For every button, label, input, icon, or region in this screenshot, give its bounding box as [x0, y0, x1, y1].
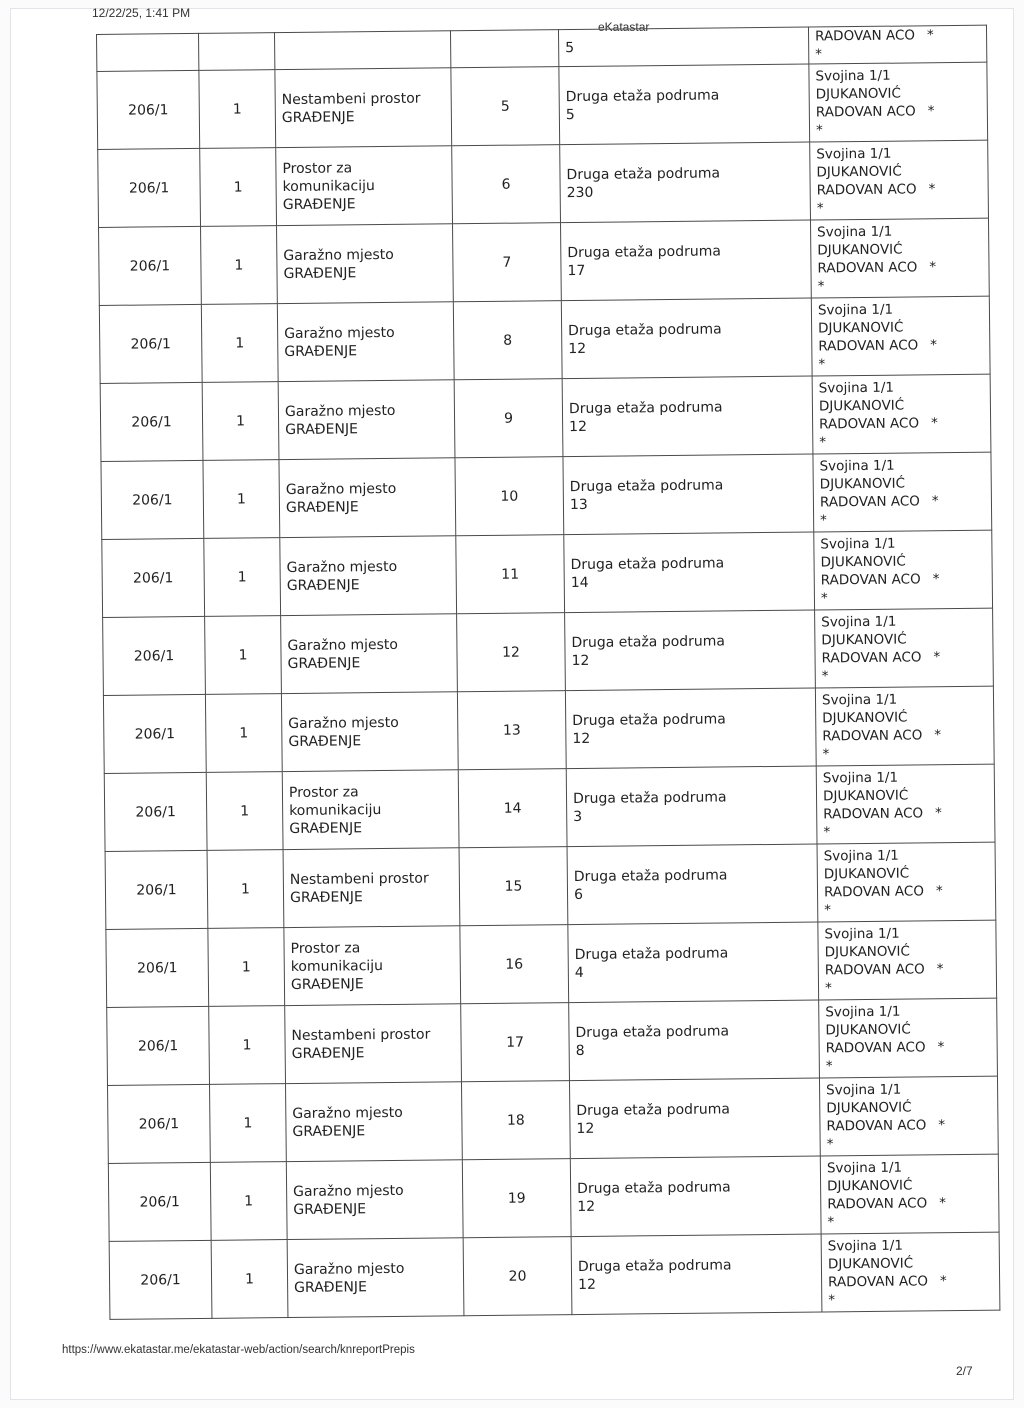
sub-number: 1	[203, 460, 280, 539]
desc-line-1: Garažno mjesto	[284, 324, 395, 342]
floor-info	[566, 766, 817, 847]
floor-name: Druga etaža podruma	[571, 632, 726, 651]
object-description	[277, 224, 454, 304]
owner-surname: DJUKANOVIĆ	[815, 85, 901, 102]
owner-given-name: RADOVAN ACO	[816, 180, 917, 198]
floor-name: Druga etaža podruma	[566, 164, 721, 183]
owner-given-name: RADOVAN ACO	[822, 726, 923, 744]
ownership-share: Svojina 1/1	[826, 1159, 903, 1176]
owner-given-name: RADOVAN ACO	[815, 102, 916, 120]
parcel-number: 206/1	[100, 382, 203, 461]
owner-surname: DJUKANOVIĆ	[822, 709, 908, 726]
owner-star-2: *	[826, 1135, 834, 1152]
ownership-share: Svojina 1/1	[827, 1237, 903, 1254]
floor-info	[563, 454, 814, 535]
desc-line-3: GRAĐENJE	[289, 819, 363, 837]
owner-surname: DJUKANOVIĆ	[826, 1099, 912, 1116]
sub-number: 1	[206, 772, 283, 851]
owner-given-name: RADOVAN ACO	[820, 570, 921, 588]
floor-name: Druga etaža podruma	[572, 710, 726, 729]
parcel-number: 206/1	[106, 928, 209, 1007]
object-description	[287, 1238, 464, 1318]
ownership-share: Svojina 1/1	[817, 223, 893, 240]
desc-line-1: Garažno mjesto	[287, 636, 398, 654]
cont-cell-owner	[808, 25, 986, 64]
parcel-number: 206/1	[103, 694, 206, 773]
ownership-share: Svojina 1/1	[824, 925, 900, 942]
object-description	[286, 1160, 463, 1240]
owner-given-name: RADOVAN ACO	[825, 1038, 926, 1056]
owner-star-2: *	[817, 277, 825, 294]
owner-star-2: *	[828, 1291, 836, 1308]
table-row	[107, 998, 998, 1085]
owner-star-2: *	[823, 823, 831, 840]
floor-area: 13	[569, 496, 588, 513]
floor-info	[559, 64, 810, 145]
part-number: 10	[455, 457, 564, 536]
owner-surname: DJUKANOVIĆ	[823, 865, 910, 882]
object-description	[277, 302, 454, 382]
desc-line-1: Nestambeni prostor	[291, 1026, 431, 1044]
floor-area: 8	[575, 1042, 585, 1059]
parcel-number: 206/1	[101, 460, 204, 539]
owner-star: *	[939, 1194, 947, 1211]
owner-star-2: *	[822, 745, 830, 762]
cont-owner-star2: *	[815, 46, 823, 63]
table-row	[105, 842, 996, 929]
floor-name: Druga etaža podruma	[577, 1178, 731, 1197]
desc-line-1: Garažno mjesto	[283, 246, 394, 264]
floor-name: Druga etaža podruma	[570, 554, 725, 573]
owner-surname: DJUKANOVIĆ	[817, 241, 903, 258]
owner-surname: DJUKANOVIĆ	[822, 787, 909, 804]
table-row	[108, 1076, 999, 1163]
owner-star-2: *	[825, 1057, 833, 1074]
desc-line-3: GRAĐENJE	[290, 975, 364, 993]
owner-info	[815, 686, 994, 766]
desc-line-3: GRAĐENJE	[282, 195, 356, 213]
owner-given-name: RADOVAN ACO	[818, 336, 919, 354]
footer-url: https://www.ekatastar.me/ekatastar-web/action/search/knreportPrepis	[62, 1344, 415, 1356]
desc-line-2: GRAĐENJE	[294, 1278, 367, 1296]
table-row	[100, 374, 991, 461]
ownership-share: Svojina 1/1	[816, 145, 892, 162]
desc-line-2: komunikaciju	[282, 177, 375, 195]
object-description	[285, 1004, 462, 1084]
part-number: 19	[462, 1159, 571, 1238]
part-number: 17	[461, 1003, 570, 1082]
cont-owner-star: *	[926, 27, 934, 44]
floor-area: 14	[570, 574, 589, 591]
desc-line-1: Prostor za	[282, 159, 353, 177]
sub-number: 1	[211, 1240, 288, 1319]
owner-star-2: *	[818, 355, 826, 372]
object-description	[275, 68, 452, 148]
cont-cell-desc	[274, 31, 450, 70]
table-row	[97, 62, 988, 149]
part-number: 20	[463, 1237, 572, 1316]
part-number: 18	[461, 1081, 570, 1160]
owner-given-name: RADOVAN ACO	[824, 960, 925, 978]
part-number: 13	[457, 691, 566, 770]
parcel-number: 206/1	[99, 226, 202, 305]
desc-line-2: GRAĐENJE	[292, 1122, 366, 1140]
object-description	[284, 926, 461, 1006]
owner-star: *	[938, 1116, 946, 1133]
sub-number: 1	[210, 1084, 287, 1163]
floor-info	[565, 688, 816, 769]
owner-surname: DJUKANOVIĆ	[816, 163, 902, 180]
owner-star: *	[939, 1272, 947, 1289]
sub-number: 1	[205, 694, 282, 773]
ledger-table-wrapper	[96, 25, 1000, 1320]
desc-line-1: Prostor za	[288, 783, 359, 801]
part-number: 9	[454, 379, 563, 458]
owner-info	[819, 1076, 998, 1156]
ledger-body	[97, 25, 1000, 1319]
part-number: 11	[456, 535, 565, 614]
floor-area: 12	[569, 418, 588, 435]
part-number: 12	[457, 613, 566, 692]
owner-star-2: *	[820, 511, 827, 528]
owner-star: *	[931, 492, 939, 509]
table-row	[108, 1154, 999, 1241]
sub-number: 1	[201, 226, 278, 305]
floor-name: Druga etaža podruma	[568, 320, 722, 339]
object-description	[278, 380, 455, 460]
desc-line-1: Garažno mjesto	[285, 480, 397, 498]
desc-line-2: GRAĐENJE	[281, 108, 355, 126]
ownership-share: Svojina 1/1	[821, 691, 898, 708]
owner-surname: DJUKANOVIĆ	[827, 1177, 913, 1194]
owner-star: *	[928, 180, 936, 197]
ownership-share: Svojina 1/1	[819, 457, 895, 474]
part-number: 15	[459, 847, 568, 926]
floor-name: Druga etaža podruma	[576, 1100, 730, 1119]
object-description	[280, 536, 457, 616]
owner-info	[816, 764, 995, 844]
owner-surname: DJUKANOVIĆ	[820, 553, 906, 570]
owner-info	[810, 140, 989, 220]
owner-given-name: RADOVAN ACO	[823, 804, 924, 822]
object-description	[279, 458, 456, 538]
object-description	[281, 614, 458, 694]
ownership-share: Svojina 1/1	[818, 379, 894, 396]
floor-info	[569, 1000, 820, 1081]
owner-given-name: RADOVAN ACO	[817, 258, 918, 276]
floor-area: 12	[576, 1120, 595, 1137]
parcel-number: 206/1	[102, 538, 205, 617]
table-row	[104, 764, 995, 851]
owner-star: *	[934, 726, 942, 743]
floor-name: Druga etaža podruma	[565, 86, 720, 105]
parcel-number: 206/1	[98, 148, 201, 227]
floor-info	[569, 1078, 820, 1159]
object-description	[283, 848, 460, 928]
owner-star-2: *	[815, 121, 823, 138]
cont-cell-num	[450, 30, 558, 68]
desc-line-1: Garažno mjesto	[286, 558, 398, 576]
desc-line-2: GRAĐENJE	[286, 576, 360, 594]
desc-line-1: Prostor za	[290, 939, 361, 957]
object-description	[276, 146, 453, 226]
owner-star: *	[935, 804, 942, 821]
desc-line-2: komunikaciju	[289, 801, 382, 819]
object-description	[281, 692, 458, 772]
desc-line-1: Nestambeni prostor	[289, 870, 429, 888]
table-row	[98, 140, 989, 227]
sub-number: 1	[208, 928, 285, 1007]
parcel-number: 206/1	[104, 772, 207, 851]
owner-info	[810, 218, 989, 298]
table-row	[99, 218, 990, 305]
floor-area: 17	[567, 262, 586, 279]
floor-info	[571, 1234, 822, 1315]
owner-surname: DJUKANOVIĆ	[824, 943, 910, 960]
owner-info	[819, 998, 998, 1078]
owner-star: *	[935, 882, 943, 899]
cont-floor-area: 5	[565, 39, 575, 57]
ownership-share: Svojina 1/1	[820, 535, 896, 552]
table-row	[99, 296, 990, 383]
owner-star-2: *	[816, 199, 824, 216]
owner-info	[813, 452, 992, 532]
part-number: 6	[452, 145, 561, 224]
sub-number: 1	[207, 850, 284, 929]
floor-area: 12	[577, 1198, 596, 1215]
owner-info	[817, 842, 996, 922]
ownership-share: Svojina 1/1	[815, 67, 891, 84]
floor-name: Druga etaža podruma	[577, 1256, 732, 1275]
owner-info	[814, 530, 993, 610]
sub-number: 1	[199, 70, 276, 149]
sub-number: 1	[205, 616, 282, 695]
owner-given-name: RADOVAN ACO	[821, 648, 922, 666]
floor-area: 5	[565, 106, 575, 123]
parcel-number: 206/1	[107, 1006, 210, 1085]
owner-surname: DJUKANOVIĆ	[818, 397, 905, 414]
owner-star: *	[936, 960, 944, 977]
desc-line-2: GRAĐENJE	[287, 654, 361, 672]
ownership-share: Svojina 1/1	[817, 301, 894, 318]
floor-area: 12	[568, 340, 587, 357]
desc-line-2: GRAĐENJE	[289, 888, 363, 906]
floor-area: 230	[566, 184, 594, 201]
owner-info	[815, 608, 994, 688]
floor-area: 12	[571, 652, 590, 669]
parcel-number: 206/1	[108, 1084, 211, 1163]
floor-name: Druga etaža podruma	[572, 788, 727, 807]
cont-cell-floor	[558, 27, 808, 67]
floor-name: Druga etaža podruma	[575, 1022, 730, 1041]
ownership-share: Svojina 1/1	[822, 769, 899, 786]
owner-star: *	[937, 1038, 945, 1055]
owner-star-2: *	[820, 589, 828, 606]
floor-name: Druga etaža podruma	[568, 398, 723, 417]
floor-info	[561, 220, 812, 301]
owner-star-2: *	[824, 901, 832, 918]
owner-info	[812, 374, 991, 454]
sub-number: 1	[209, 1006, 286, 1085]
sub-number: 1	[202, 382, 279, 461]
table-row	[103, 608, 994, 695]
owner-surname: DJUKANOVIĆ	[819, 475, 906, 492]
site-title: eKatastar	[598, 20, 650, 34]
object-description	[282, 770, 459, 850]
owner-info	[809, 62, 988, 142]
owner-star-2: *	[827, 1213, 835, 1230]
desc-line-2: GRAĐENJE	[283, 264, 357, 282]
floor-area: 12	[578, 1276, 597, 1293]
parcel-number: 206/1	[108, 1162, 211, 1241]
floor-info	[568, 922, 819, 1003]
desc-line-1: Garažno mjesto	[292, 1104, 403, 1122]
print-timestamp: 12/22/25, 1:41 PM	[92, 6, 191, 20]
parcel-number: 206/1	[97, 70, 200, 149]
owner-surname: DJUKANOVIĆ	[827, 1255, 914, 1272]
desc-line-2: komunikaciju	[290, 957, 384, 975]
owner-info	[821, 1232, 1000, 1312]
part-number: 7	[453, 223, 562, 302]
owner-surname: DJUKANOVIĆ	[825, 1021, 911, 1038]
parcel-number: 206/1	[109, 1240, 212, 1319]
floor-area: 4	[574, 964, 584, 981]
ownership-share: Svojina 1/1	[823, 847, 899, 864]
parcel-number: 206/1	[105, 850, 208, 929]
desc-line-2: GRAĐENJE	[285, 498, 359, 516]
part-number: 5	[451, 67, 560, 146]
owner-info	[820, 1154, 999, 1234]
desc-line-2: GRAĐENJE	[288, 732, 362, 750]
owner-star: *	[930, 414, 938, 431]
desc-line-1: Garažno mjesto	[293, 1260, 405, 1278]
desc-line-2: GRAĐENJE	[285, 420, 358, 438]
owner-info	[811, 296, 990, 376]
desc-line-2: GRAĐENJE	[293, 1200, 367, 1218]
floor-info	[561, 298, 812, 379]
desc-line-2: GRAĐENJE	[291, 1044, 365, 1062]
owner-star: *	[930, 336, 938, 353]
table-row	[101, 452, 992, 539]
floor-area: 6	[573, 886, 584, 903]
owner-given-name: RADOVAN ACO	[827, 1194, 928, 1212]
part-number: 16	[460, 925, 569, 1004]
desc-line-2: GRAĐENJE	[284, 342, 358, 360]
parcel-number: 206/1	[99, 304, 202, 383]
floor-info	[560, 142, 811, 223]
table-row	[103, 686, 994, 773]
sub-number: 1	[210, 1162, 287, 1241]
table-row	[109, 1232, 1000, 1319]
owner-given-name: RADOVAN ACO	[819, 492, 920, 510]
owner-given-name: RADOVAN ACO	[828, 1272, 929, 1290]
owner-given-name: RADOVAN ACO	[819, 414, 920, 432]
floor-name: Druga etaža podruma	[574, 944, 729, 963]
page-number: 2/7	[956, 1364, 973, 1378]
owner-star: *	[927, 102, 935, 119]
floor-info	[567, 844, 818, 925]
owner-star: *	[932, 570, 940, 587]
ownership-share: Svojina 1/1	[825, 1003, 901, 1020]
table-row	[106, 920, 997, 1007]
ownership-share: Svojina 1/1	[826, 1081, 902, 1098]
owner-star: *	[929, 258, 937, 275]
desc-line-1: Nestambeni prostor	[281, 90, 421, 108]
owner-star-2: *	[819, 433, 827, 450]
owner-surname: DJUKANOVIĆ	[821, 631, 907, 648]
ownership-share: Svojina 1/1	[821, 613, 897, 630]
floor-area: 12	[572, 730, 591, 747]
floor-info	[564, 532, 815, 613]
floor-name: Druga etaža podruma	[569, 476, 724, 495]
parcel-number: 206/1	[103, 616, 206, 695]
floor-area: 3	[573, 808, 583, 825]
sub-number: 1	[201, 304, 278, 383]
part-number: 8	[453, 301, 562, 380]
cont-owner-name: RADOVAN ACO	[814, 27, 916, 45]
owner-surname: DJUKANOVIĆ	[818, 319, 904, 336]
object-description	[286, 1082, 463, 1162]
floor-info	[565, 610, 816, 691]
ledger-table	[96, 25, 1000, 1320]
part-number: 14	[458, 769, 567, 848]
desc-line-1: Garažno mjesto	[288, 714, 399, 732]
owner-star-2: *	[824, 979, 832, 996]
owner-star-2: *	[821, 667, 829, 684]
floor-name: Druga etaža podruma	[567, 242, 721, 261]
cont-cell-sub	[198, 33, 274, 71]
sub-number: 1	[200, 148, 277, 227]
floor-info	[570, 1156, 821, 1237]
owner-star: *	[933, 648, 941, 665]
sub-number: 1	[204, 538, 281, 617]
cont-cell-parcel	[97, 33, 199, 71]
owner-given-name: RADOVAN ACO	[826, 1116, 927, 1134]
desc-line-1: Garažno mjesto	[284, 402, 396, 420]
table-row	[102, 530, 993, 617]
owner-info	[818, 920, 997, 1000]
desc-line-1: Garažno mjesto	[293, 1182, 404, 1200]
owner-given-name: RADOVAN ACO	[823, 882, 925, 900]
floor-name: Druga etaža podruma	[573, 866, 728, 885]
floor-info	[562, 376, 813, 457]
